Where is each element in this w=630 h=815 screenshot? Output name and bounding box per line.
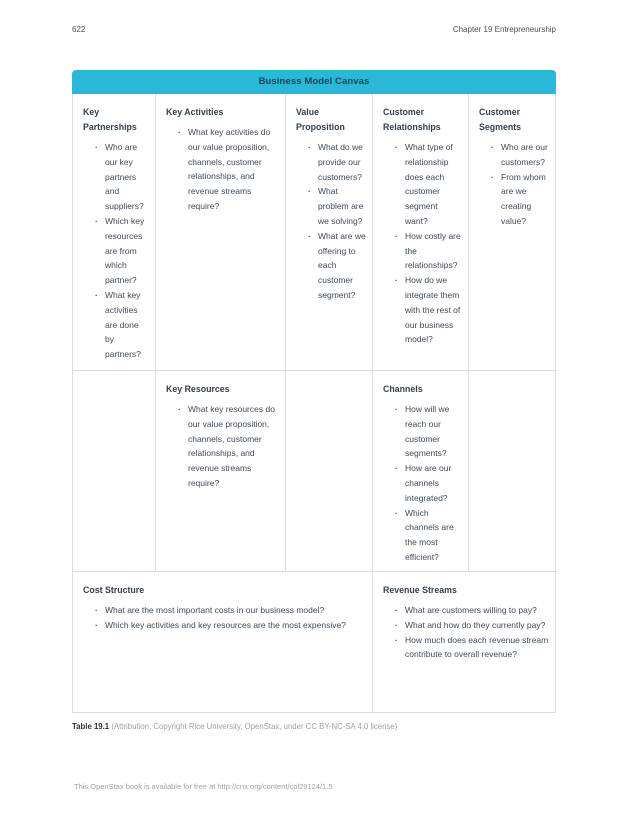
bullet-text: Who are our key partners and suppliers? xyxy=(105,142,144,212)
cell-heading: Key Activities xyxy=(166,107,224,117)
table-title-bar: Business Model Canvas xyxy=(72,70,556,94)
bullet-text: How are our channels integrated? xyxy=(405,463,452,503)
cell-empty xyxy=(286,371,373,572)
bullet-text: What problem are we solving? xyxy=(318,186,364,226)
canvas-grid xyxy=(72,94,556,713)
cell-heading: Key Resources xyxy=(166,384,230,394)
cell-heading: Key Partnerships xyxy=(83,107,137,132)
bullet-item xyxy=(395,229,462,273)
cell-value-proposition xyxy=(286,94,373,371)
cell-customer-relationships xyxy=(373,94,469,371)
bullet-item xyxy=(395,603,551,618)
cell-heading: Customer Relationships xyxy=(383,107,441,132)
bullet-dot-icon: · xyxy=(95,142,98,152)
cell-key-activities xyxy=(156,94,286,371)
bullet-item xyxy=(95,288,149,362)
bullet-item xyxy=(491,170,551,229)
cell-key-partnerships xyxy=(73,94,156,371)
bullet-list xyxy=(83,140,149,362)
bullet-dot-icon: · xyxy=(395,619,398,630)
cell-heading: Value Proposition xyxy=(296,107,345,132)
bullet-text: What and how do they currently pay? xyxy=(405,619,546,630)
bullet-list xyxy=(296,140,366,303)
bullet-dot-icon: · xyxy=(491,142,494,152)
page-header xyxy=(72,25,556,34)
bullet-text: Which key resources are from which partner? xyxy=(105,215,145,286)
bullet-item xyxy=(95,618,366,633)
cell-customer-segments xyxy=(469,94,557,371)
bullet-list xyxy=(383,603,551,662)
bullet-item xyxy=(95,140,149,214)
cell-channels xyxy=(373,371,469,572)
bullet-dot-icon: · xyxy=(178,127,181,137)
cell-revenue-streams xyxy=(373,572,557,712)
bullet-item xyxy=(95,603,366,618)
bullet-dot-icon: · xyxy=(95,605,98,615)
bullet-dot-icon: · xyxy=(95,215,98,226)
bullet-dot-icon: · xyxy=(395,275,398,286)
table-caption xyxy=(72,722,397,731)
cell-empty xyxy=(469,371,557,572)
bullet-dot-icon: · xyxy=(491,171,494,182)
bullet-item xyxy=(395,273,462,347)
bullet-text: Which key activities and key resources are the most expensive? xyxy=(105,619,346,630)
bullet-item xyxy=(308,229,366,303)
cell-heading: Cost Structure xyxy=(83,585,145,595)
cell-empty xyxy=(73,371,156,572)
bullet-text: How will we reach our customer segments? xyxy=(405,404,450,459)
bullet-item xyxy=(308,140,366,184)
bullet-text: What are the most important costs in our business model? xyxy=(105,605,325,615)
bullet-list xyxy=(383,140,462,347)
bullet-item xyxy=(95,214,149,288)
page-number: 622 xyxy=(72,25,86,34)
bullet-item xyxy=(308,184,366,228)
bullet-dot-icon: · xyxy=(308,230,311,241)
bullet-text: What key activities are done by partners? xyxy=(105,289,141,360)
bullet-text: What key activities do our value proposition, channels, customer relationships, and revenue streams require? xyxy=(188,127,271,211)
bullet-dot-icon: · xyxy=(95,619,98,630)
bullet-dot-icon: · xyxy=(178,404,181,414)
bullet-list xyxy=(166,402,279,491)
bullet-text: How do we integrate them with the rest of our business model? xyxy=(405,275,461,345)
table-caption-label: Table 19.1 xyxy=(72,722,110,731)
chapter-header: Chapter 19 Entrepreneurship xyxy=(452,25,556,34)
bullet-item xyxy=(395,506,462,565)
bullet-item xyxy=(395,461,462,505)
bullet-dot-icon: · xyxy=(95,289,98,300)
bullet-text: From whom are we creating value? xyxy=(501,171,546,226)
cell-heading: Customer Segments xyxy=(479,107,522,132)
table-caption-attribution: (Attribution: Copyright Rice University, OpenStax, under CC BY-NC-SA 4.0 license) xyxy=(111,722,398,731)
cell-heading: Channels xyxy=(383,384,423,394)
bullet-list xyxy=(166,125,279,214)
cell-key-resources xyxy=(156,371,286,572)
bullet-text: What are we offering to each customer segment? xyxy=(318,230,366,300)
bullet-item xyxy=(178,125,279,214)
bullet-dot-icon: · xyxy=(395,507,398,518)
bullet-text: How costly are the relationships? xyxy=(405,230,461,271)
bullet-text: What type of relationship does each customer segment want? xyxy=(405,142,453,226)
bullet-item xyxy=(395,402,462,461)
bullet-dot-icon: · xyxy=(395,404,398,414)
bullet-dot-icon: · xyxy=(395,463,398,474)
bullet-dot-icon: · xyxy=(395,634,398,645)
bullet-dot-icon: · xyxy=(308,186,311,197)
bullet-text: What are customers willing to pay? xyxy=(405,605,537,615)
bullet-text: Which channels are the most efficient? xyxy=(405,507,454,562)
business-model-canvas-table xyxy=(72,70,556,713)
bullet-text: How much does each revenue stream contribute to overall revenue? xyxy=(405,634,549,660)
bullet-list xyxy=(383,402,462,565)
bullet-text: What key resources do our value proposition, channels, customer relationships, and revenue streams require? xyxy=(188,404,275,488)
bullet-dot-icon: · xyxy=(395,605,398,615)
bullet-item xyxy=(491,140,551,170)
page-footer: This OpenStax book is available for free at http://cnx.org/content/col29124/1.5 xyxy=(74,782,333,791)
bullet-item xyxy=(395,618,551,633)
bullet-text: What do we provide our customers? xyxy=(318,142,363,182)
bullet-dot-icon: · xyxy=(395,230,398,241)
bullet-dot-icon: · xyxy=(395,142,398,152)
bullet-text: Who are our customers? xyxy=(501,142,548,167)
cell-cost-structure xyxy=(73,572,373,712)
bullet-item xyxy=(178,402,279,491)
bullet-list xyxy=(83,603,366,633)
bullet-item xyxy=(395,633,551,663)
bullet-item xyxy=(395,140,462,229)
bullet-dot-icon: · xyxy=(308,142,311,152)
cell-heading: Revenue Streams xyxy=(383,585,457,595)
bullet-list xyxy=(479,140,551,229)
